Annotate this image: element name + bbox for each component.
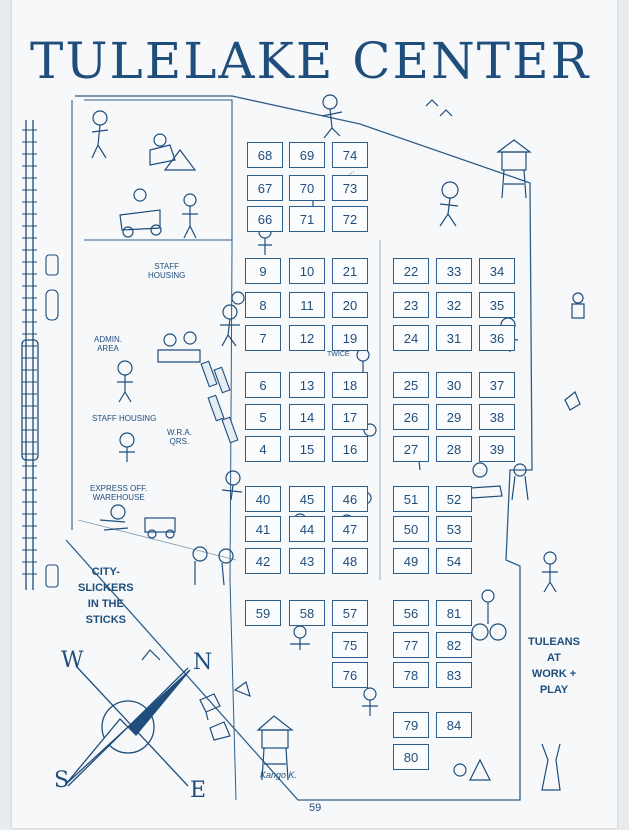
block-35: 35 (479, 292, 515, 318)
block-18: 18 (332, 372, 368, 398)
block-54: 54 (436, 548, 472, 574)
block-45: 45 (289, 486, 325, 512)
block-20: 20 (332, 292, 368, 318)
block-76: 76 (332, 662, 368, 688)
block-44: 44 (289, 516, 325, 542)
handwritten-note: ... (345, 164, 357, 177)
block-41: 41 (245, 516, 281, 542)
block-84: 84 (436, 712, 472, 738)
block-38: 38 (479, 404, 515, 430)
block-53: 53 (436, 516, 472, 542)
block-74: 74 (332, 142, 368, 168)
label-staff-housing-2: STAFF HOUSING (92, 414, 157, 423)
block-10: 10 (289, 258, 325, 284)
block-37: 37 (479, 372, 515, 398)
label-wra-qrs: W.R.A. QRS. (167, 428, 192, 447)
block-27: 27 (393, 436, 429, 462)
block-19: 19 (332, 325, 368, 351)
block-6: 6 (245, 372, 281, 398)
block-21: 21 (332, 258, 368, 284)
block-78: 78 (393, 662, 429, 688)
label-express-warehouse: EXPRESS OFF. WAREHOUSE (90, 484, 148, 503)
block-5: 5 (245, 404, 281, 430)
block-36: 36 (479, 325, 515, 351)
block-67: 67 (247, 175, 283, 201)
label-tuleans: TULEANS AT WORK + PLAY (528, 636, 580, 696)
block-58: 58 (289, 600, 325, 626)
block-47: 47 (332, 516, 368, 542)
block-42: 42 (245, 548, 281, 574)
label-twice: TWICE (327, 351, 350, 358)
block-39: 39 (479, 436, 515, 462)
block-29: 29 (436, 404, 472, 430)
block-32: 32 (436, 292, 472, 318)
block-68: 68 (247, 142, 283, 168)
block-43: 43 (289, 548, 325, 574)
compass-north: N (193, 650, 213, 675)
block-7: 7 (245, 325, 281, 351)
block-51: 51 (393, 486, 429, 512)
block-33: 33 (436, 258, 472, 284)
block-28: 28 (436, 436, 472, 462)
block-48: 48 (332, 548, 368, 574)
block-30: 30 (436, 372, 472, 398)
block-26: 26 (393, 404, 429, 430)
block-16: 16 (332, 436, 368, 462)
block-56: 56 (393, 600, 429, 626)
block-73: 73 (332, 175, 368, 201)
block-23: 23 (393, 292, 429, 318)
block-25: 25 (393, 372, 429, 398)
block-22: 22 (393, 258, 429, 284)
block-70: 70 (289, 175, 325, 201)
block-79: 79 (393, 712, 429, 738)
block-75: 75 (332, 632, 368, 658)
block-49: 49 (393, 548, 429, 574)
block-31: 31 (436, 325, 472, 351)
block-71: 71 (289, 206, 325, 232)
block-80: 80 (393, 744, 429, 770)
block-34: 34 (479, 258, 515, 284)
block-14: 14 (289, 404, 325, 430)
label-admin-area: ADMIN. AREA (94, 335, 122, 354)
label-city-slickers: CITY- SLICKERS IN THE STICKS (78, 566, 134, 626)
artist-signature: Kango K. (260, 770, 298, 780)
block-24: 24 (393, 325, 429, 351)
block-4: 4 (245, 436, 281, 462)
block-46: 46 (332, 486, 368, 512)
block-77: 77 (393, 632, 429, 658)
block-17: 17 (332, 404, 368, 430)
block-8: 8 (245, 292, 281, 318)
compass-east: E (190, 778, 207, 803)
block-13: 13 (289, 372, 325, 398)
label-staff-housing-1: STAFF HOUSING (148, 262, 186, 281)
block-82: 82 (436, 632, 472, 658)
page-title: TULELAKE CENTER (30, 32, 591, 90)
block-11: 11 (289, 292, 325, 318)
block-57: 57 (332, 600, 368, 626)
block-9: 9 (245, 258, 281, 284)
page-number: 59 (309, 802, 322, 814)
block-15: 15 (289, 436, 325, 462)
compass-west: W (61, 648, 84, 673)
block-50: 50 (393, 516, 429, 542)
block-12: 12 (289, 325, 325, 351)
compass-south: S (54, 768, 70, 793)
block-69: 69 (289, 142, 325, 168)
block-72: 72 (332, 206, 368, 232)
block-83: 83 (436, 662, 472, 688)
block-59: 59 (245, 600, 281, 626)
block-66: 66 (247, 206, 283, 232)
block-52: 52 (436, 486, 472, 512)
block-40: 40 (245, 486, 281, 512)
block-81: 81 (436, 600, 472, 626)
